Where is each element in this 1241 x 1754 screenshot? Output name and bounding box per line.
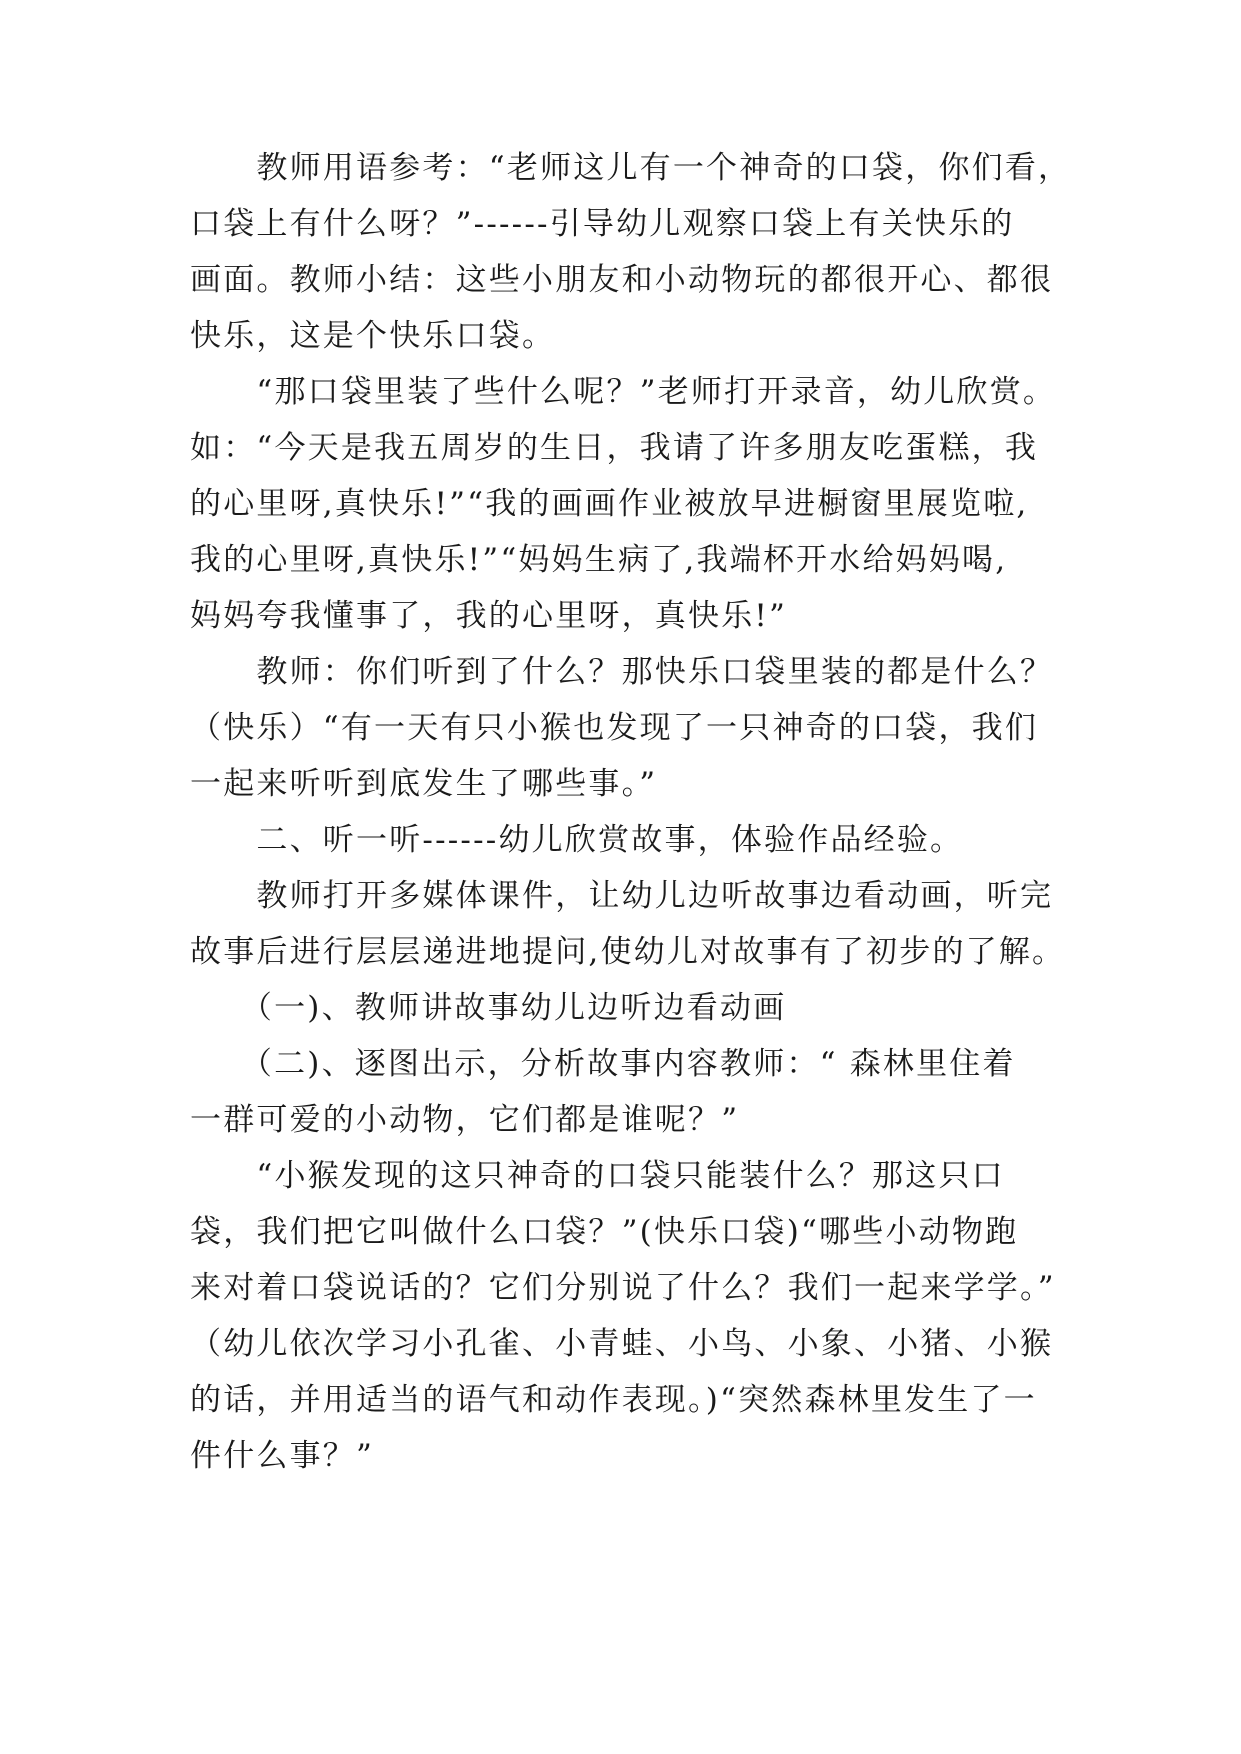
text-line: 快乐，这是个快乐口袋。 xyxy=(190,318,556,354)
text-line: 的话，并用适当的语气和动作表现。)“突然森林里发生了一 xyxy=(190,1382,1037,1418)
text-line: 的心里呀,真快乐!”“我的画画作业被放早进橱窗里展览啦, xyxy=(190,486,1029,522)
text-line: 一群可爱的小动物，它们都是谁呢？” xyxy=(190,1102,740,1138)
text-line: 来对着口袋说话的？它们分别说了什么？我们一起来学学。” xyxy=(190,1270,1056,1306)
text-line: “那口袋里装了些什么呢？”老师打开录音，幼儿欣赏。 xyxy=(190,374,1057,410)
text-line: 教师：你们听到了什么？那快乐口袋里装的都是什么？ xyxy=(190,654,1054,690)
text-line: 妈妈夸我懂事了，我的心里呀，真快乐!” xyxy=(190,598,788,634)
text-line: 我的心里呀,真快乐!”“妈妈生病了,我端杯开水给妈妈喝, xyxy=(190,542,1008,578)
text-line: 画面。教师小结：这些小朋友和小动物玩的都很开心、都很 xyxy=(190,262,1054,298)
text-line: 教师打开多媒体课件，让幼儿边听故事边看动画，听完 xyxy=(190,878,1054,914)
text-line: 袋，我们把它叫做什么口袋？”(快乐口袋)“哪些小动物跑 xyxy=(190,1214,1019,1250)
text-line: “小猴发现的这只神奇的口袋只能装什么？那这只口 xyxy=(190,1158,1005,1194)
text-line: （一)、教师讲故事幼儿边听边看动画 xyxy=(190,990,787,1026)
text-line: 件什么事？” xyxy=(190,1438,375,1474)
text-line: 如：“今天是我五周岁的生日，我请了许多朋友吃蛋糕，我 xyxy=(190,430,1039,466)
text-line: （快乐）“有一天有只小猴也发现了一只神奇的口袋，我们 xyxy=(190,710,1039,746)
text-line: 口袋上有什么呀？”------引导幼儿观察口袋上有关快乐的 xyxy=(190,206,1015,242)
text-line: 一起来听听到底发生了哪些事。” xyxy=(190,766,658,802)
text-line: （二)、逐图出示，分析故事内容教师：“ 森林里住着 xyxy=(190,1046,1016,1082)
text-line: （幼儿依次学习小孔雀、小青蛙、小鸟、小象、小猪、小猴 xyxy=(190,1326,1054,1362)
text-line: 教师用语参考：“老师这儿有一个神奇的口袋，你们看， xyxy=(190,150,1072,186)
text-line: 二、听一听------幼儿欣赏故事，体验作品经验。 xyxy=(190,822,964,858)
text-line: 故事后进行层层递进地提问,使幼儿对故事有了初步的了解。 xyxy=(190,934,1066,970)
